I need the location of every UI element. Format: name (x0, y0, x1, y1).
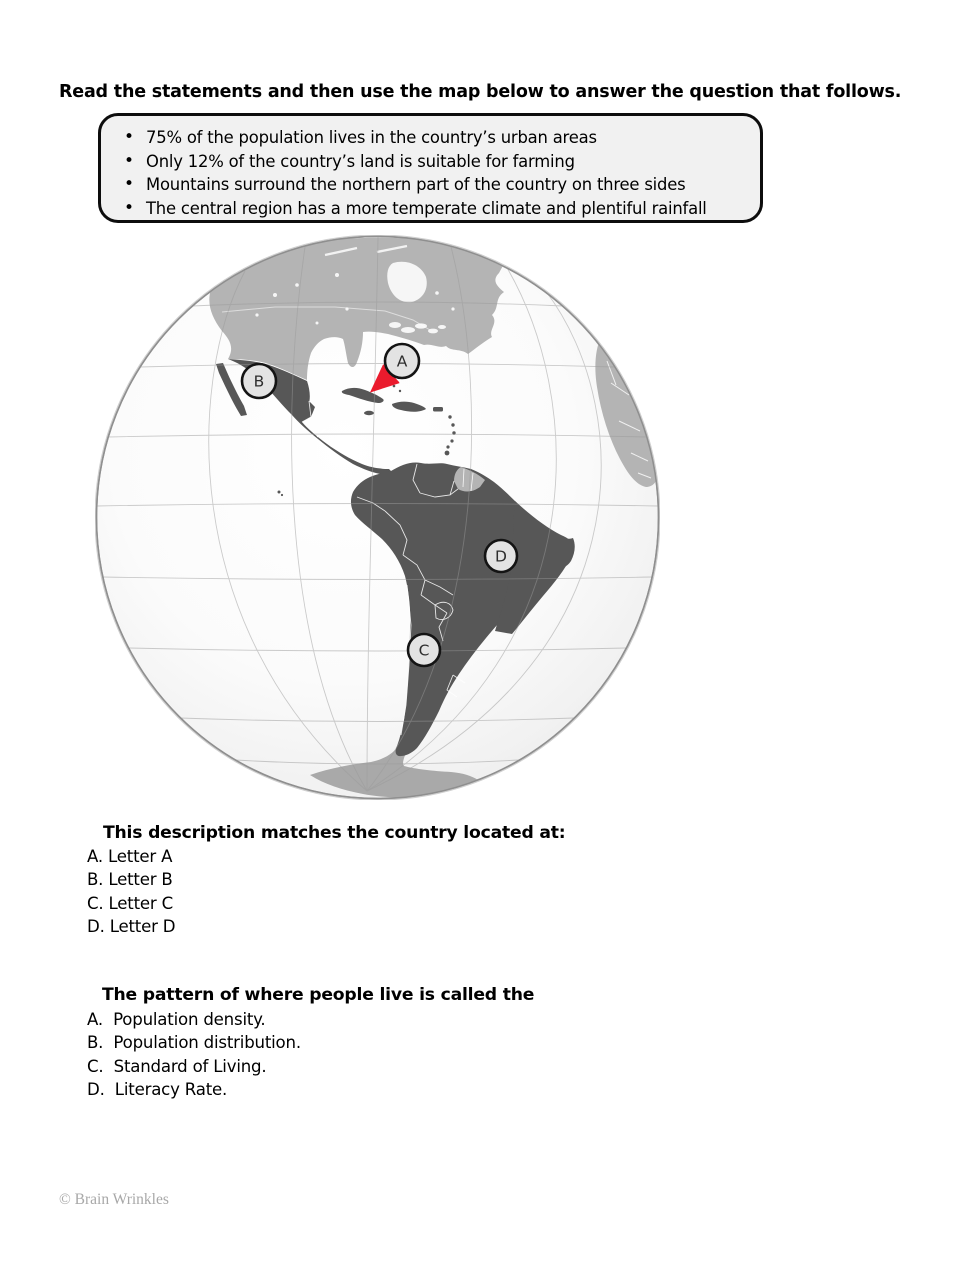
question-2 (102, 985, 534, 1005)
marker-c-label: C (418, 641, 430, 660)
statement-item: • Mountains surround the northern part of the country on three sides (101, 173, 750, 197)
map-marker-d (485, 540, 517, 572)
marker-b-label: B (253, 372, 265, 391)
question-1-option-a: A. Letter A (87, 847, 173, 866)
question-1 (103, 823, 565, 843)
statements-list (101, 116, 760, 220)
map-marker-a (385, 344, 419, 378)
americas-globe-map (95, 235, 660, 800)
question-2-option-d: D. Literacy Rate. (87, 1079, 228, 1099)
question-2-prompt: The pattern of where people live is called the (102, 985, 535, 1005)
question-1-prompt: This description matches the country located at: (103, 823, 566, 843)
statement-item: • 75% of the population lives in the country’s urban areas (101, 126, 750, 150)
question-2-option-c: C. Standard of Living. (87, 1056, 267, 1076)
question-1-option-c: C. Letter C (87, 893, 174, 913)
question-2-options (87, 1008, 301, 1101)
map-marker-c (408, 634, 440, 666)
map-marker-b (242, 364, 276, 398)
marker-a-label: A (396, 352, 408, 371)
question-1-option-d: D. Letter D (87, 916, 176, 936)
copyright-credit: © Brain Wrinkles (59, 1191, 169, 1208)
question-2-option-b: B. Population distribution. (87, 1033, 301, 1053)
instruction-heading: Read the statements and then use the map below to answer the question that follows. (59, 82, 902, 102)
statements-box (98, 113, 763, 223)
question-1-options (87, 845, 175, 938)
question-1-option-b: B. Letter B (87, 870, 173, 890)
statement-item: • Only 12% of the country’s land is suitable for farming (101, 150, 750, 174)
question-2-option-a: A. Population density. (87, 1010, 266, 1029)
statement-item: • The central region has a more temperate climate and plentiful rainfall (101, 197, 750, 221)
globe-svg (95, 235, 660, 800)
marker-d-label: D (495, 547, 507, 566)
